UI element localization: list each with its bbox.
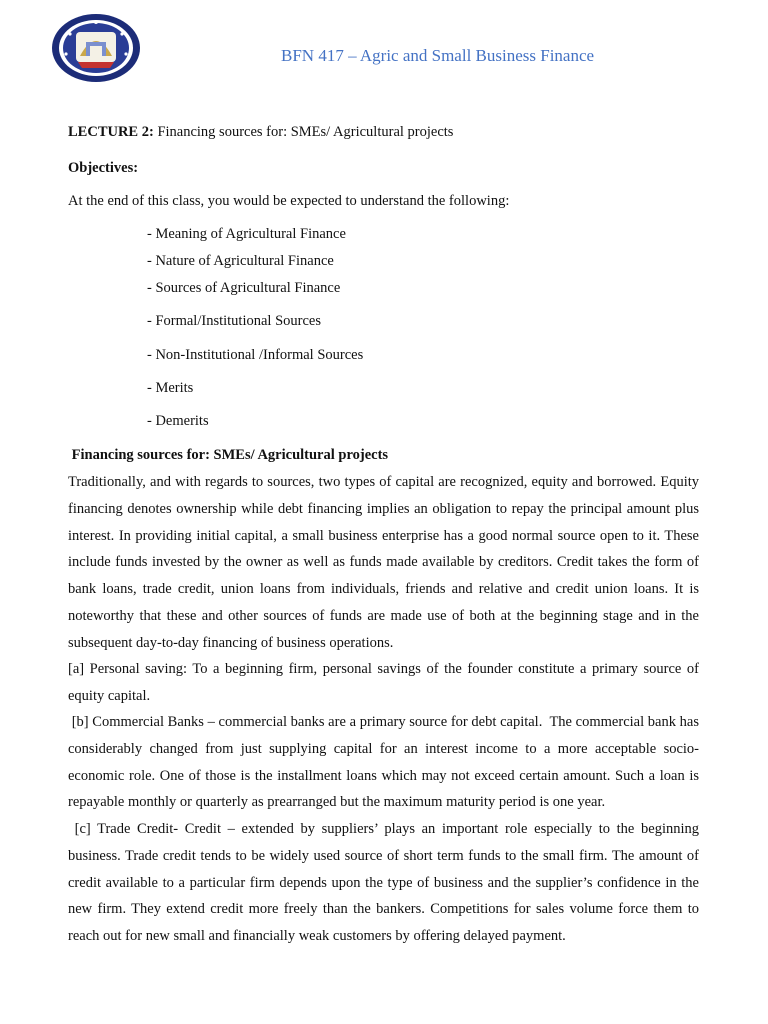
paragraph-personal-saving: [a] Personal saving: To a beginning firm, personal savings of the founder constitute a primary source of equity capital.	[68, 661, 699, 704]
university-logo	[50, 12, 142, 84]
paragraph-commercial-banks: [b] Commercial Banks – commercial banks are a primary source for debt capital. The commercial bank has considerably changed from just supplying capital for an interest income to a more acceptable socio-economic role. One of those is the installment loans which may not exceed certain amount. Such a loan is repayable monthly or quarterly as prearranged but the maximum maturity period is one year.	[68, 714, 703, 811]
objective-item: - Nature of Agricultural Finance	[147, 253, 334, 269]
objective-item: - Merits	[147, 380, 194, 396]
objective-item: - Demerits	[147, 413, 209, 429]
section-heading: Financing sources for: SMEs/ Agricultural projects	[68, 447, 389, 463]
lecture-title: Financing sources for: SMEs/ Agricultural projects	[157, 124, 454, 140]
paragraph-trade-credit: [c] Trade Credit- Credit – extended by suppliers’ plays an important role especially to the beginning business. Trade credit tends to be widely used source of short term funds to the small firm. The amount of credit available to a particular firm depends upon the type of business and the supplier’s confidence in the new firm. They extend credit more freely than the bankers. Competitions for sales volume force them to reach out for new small and financially weak customers by offering delayed payment.	[68, 821, 703, 945]
objective-item: - Meaning of Agricultural Finance	[147, 226, 346, 242]
objective-item: - Sources of Agricultural Finance	[147, 280, 341, 296]
objectives-heading: Objectives:	[68, 160, 139, 176]
lecture-line	[68, 124, 453, 141]
course-title: BFN 417 – Agric and Small Business Finance	[281, 46, 595, 65]
lecture-label: LECTURE 2:	[68, 124, 154, 140]
objective-item: - Formal/Institutional Sources	[147, 313, 321, 329]
objectives-intro: At the end of this class, you would be expected to understand the following:	[68, 193, 510, 209]
objective-item: - Non-Institutional /Informal Sources	[147, 347, 364, 363]
intro-paragraph: Traditionally, and with regards to sources, two types of capital are recognized, equity and borrowed. Equity financing denotes ownership while debt financing implies an obligation to repay the principal amount plus interest. In providing initial capital, a small business enterprise has a good normal source open to it. These include funds invested by the owner as well as funds made available by creditors. Credit takes the form of bank loans, trade credit, union loans from individuals, friends and relative and credit union loans. It is noteworthy that these and other sources of funds are made use of both at the beginning stage and in the subsequent day-to-day financing of business operations.	[68, 474, 699, 651]
